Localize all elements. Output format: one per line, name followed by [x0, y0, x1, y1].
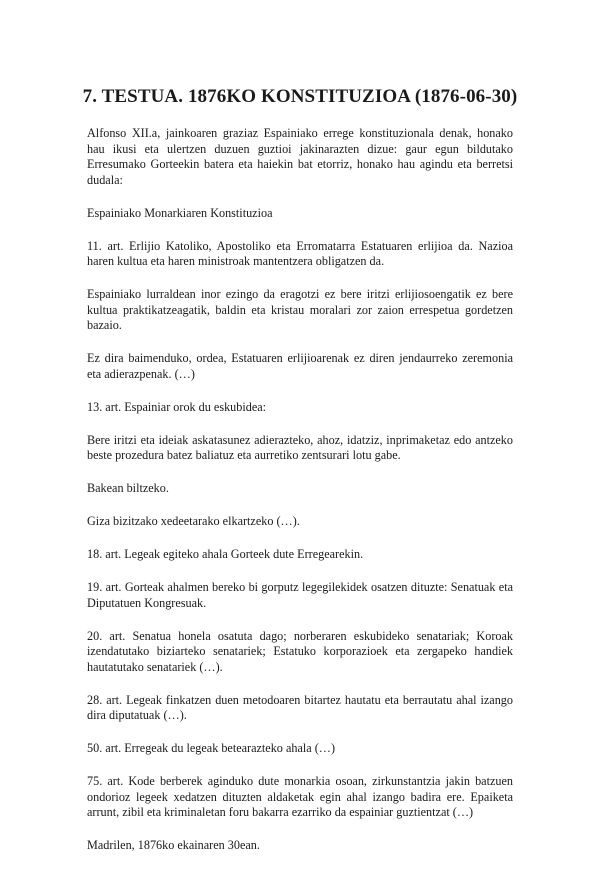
paragraph-article-11: 11. art. Erlijio Katoliko, Apostoliko eta Erromatarra Estatuaren erlijioa da. Nazioa haren kultua eta haren ministroak mantentzera obligatzen da.	[87, 238, 513, 268]
paragraph-article-75: 75. art. Kode berberek aginduko dute monarkia osoan, zirkunstantzia jakin batzuen ondorioz legeek xedatzen dituzten aldaketak egin ahal izango badira ere. Epaiketa arrunt, zibil eta kriminaletan foru bakarra ezarriko da espainiar guztientzat (…)	[87, 774, 513, 819]
paragraph-article-13-assembly: Bakean biltzeko.	[87, 481, 169, 495]
paragraph-article-20: 20. art. Senatua honela osatuta dago; norberaren eskubideko senatariak; Koroak izendatutako biziarteko senatariek; Estatuko korporazioek eta zergapeko handiek hautatutako senatariek (…).	[87, 628, 513, 674]
paragraph-constitution-heading: Espainiako Monarkiaren Konstituzioa	[87, 205, 273, 220]
paragraph-signature-date: Madrilen, 1876ko ekainaren 30ean.	[87, 838, 260, 852]
paragraph-article-18: 18. art. Legeak egiteko ahala Gorteek dute Erregearekin.	[87, 547, 364, 561]
paragraph-article-19: 19. art. Gorteak ahalmen bereko bi gorputz legegilekidek osatzen dituzte: Senatuak eta Diputatuen Kongresuak.	[87, 580, 513, 610]
paragraph-preamble: Alfonso XII.a, jainkoaren graziaz Espainiako errege konstituzionala denak, honako hau ikusi eta ulertzen duzuen guztioi jakinarazten dizue: gaur egun bildutako Erresumako Gorteekin batera eta haiekin bat etorriz, honako hau agindu eta berretsi dudala:	[87, 126, 513, 187]
page-title: 7. TESTUA. 1876KO KONSTITUZIOA (1876-06-30)	[82, 86, 518, 107]
paragraph-article-13-association: Giza bizitzako xedeetarako elkartzeko (…).	[87, 514, 300, 528]
paragraph-article-13-expression: Bere iritzi eta ideiak askatasunez adierazteko, ahoz, idatziz, inprimaketaz edo antzeko beste prozedura batez baliatuz eta aurretiko zentsurari lotu gabe.	[87, 432, 513, 462]
document-body	[87, 126, 513, 871]
paragraph-article-11-religious-freedom: Espainiako lurraldean inor ezingo da eragotzi ez bere iritzi erlijiosoengatik ez bere kultua praktikatzeagatik, baldin eta kristau moralari zor zaion errespetua gordetzen bazaio.	[87, 287, 513, 332]
paragraph-article-28: 28. art. Legeak finkatzen duen metodoaren bitartez hautatu eta berrautatu ahal izango dira diputatuak (…).	[87, 692, 513, 722]
paragraph-article-50: 50. art. Erregeak du legeak betearazteko ahala (…)	[87, 741, 336, 755]
paragraph-article-11-public-ceremonies: Ez dira baimenduko, ordea, Estatuaren erlijioarenak ez diren jendaurreko zeremonia eta adierazpenak. (…)	[87, 351, 513, 381]
paragraph-article-13: 13. art. Espainiar orok du eskubidea:	[87, 399, 267, 414]
